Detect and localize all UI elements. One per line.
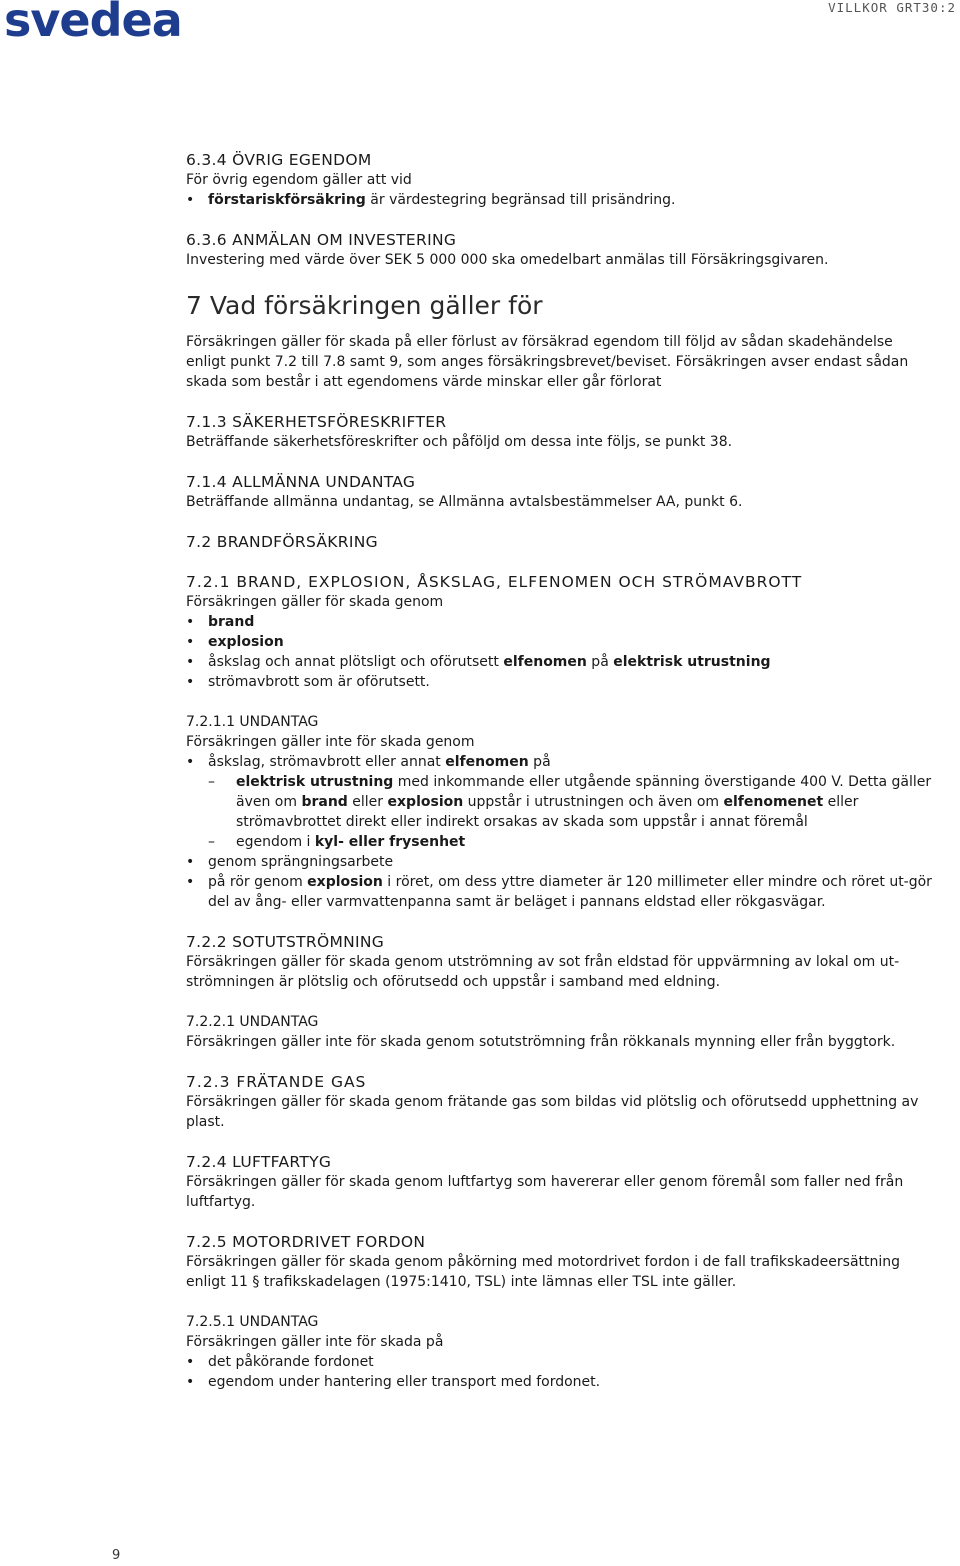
section-heading: 7.2.1.1 UNDANTAG bbox=[186, 714, 319, 730]
chapter-heading: 7 Vad försäkringen gäller för bbox=[186, 291, 543, 320]
section-heading: 7.1.3 SÄKERHETSFÖRESKRIFTER bbox=[186, 413, 447, 431]
bullet-list bbox=[186, 1352, 936, 1392]
paragraph: Försäkringen gäller för skada genom bbox=[186, 594, 444, 610]
section-heading: 6.3.4 ÖVRIG EGENDOM bbox=[186, 151, 372, 169]
bullet-list bbox=[186, 612, 936, 692]
paragraph: Försäkringen gäller inte för skada genom bbox=[186, 734, 475, 750]
section-heading: 7.2.3 FRÄTANDE GAS bbox=[186, 1073, 367, 1091]
section-heading: 7.2.5.1 UNDANTAG bbox=[186, 1314, 319, 1330]
section-7-1-4 bbox=[186, 472, 936, 512]
section-heading: 7.2.2.1 UNDANTAG bbox=[186, 1014, 319, 1030]
paragraph: Försäkringen gäller för skada genom utströmning av sot från eldstad för uppvärmning av lokal om ut-strömningen är plötslig och oförutsedd och uppstår i samband med eldning. bbox=[186, 954, 900, 990]
bold-term: kyl- eller frysenhet bbox=[314, 834, 466, 850]
bold-term: elfenomen bbox=[445, 754, 529, 770]
bold-term: explosion bbox=[387, 794, 464, 810]
section-7-2-1-1 bbox=[186, 712, 936, 912]
list-item: • strömavbrott som är oförutsett. bbox=[186, 672, 936, 692]
bold-term: brand bbox=[208, 614, 255, 630]
bullet-list bbox=[186, 752, 936, 912]
section-7-2-5 bbox=[186, 1232, 936, 1292]
text: i röret, om dess yttre diameter är 120 millimeter eller mindre och röret ut-gör del av ång- eller varmvattenpanna samt är beläget i pannans eldstad eller rökgasvägar. bbox=[208, 874, 932, 910]
section-heading: 7.2.1 BRAND, EXPLOSION, ÅSKSLAG, ELFENOMEN OCH STRÖMAVBROTT bbox=[186, 573, 803, 591]
text: eller bbox=[347, 794, 388, 810]
list-item bbox=[186, 652, 936, 672]
text: eller strömavbrottet direkt eller indirekt orsakas av skada som uppstår i annat föremål bbox=[236, 794, 859, 830]
bold-term: elektrisk utrustning bbox=[613, 654, 771, 670]
bold-term: elfenomenet bbox=[723, 794, 824, 810]
section-6-3-6 bbox=[186, 230, 936, 270]
section-7 bbox=[186, 290, 936, 392]
text: på rör genom bbox=[208, 874, 308, 890]
section-6-3-4 bbox=[186, 150, 936, 210]
list-item bbox=[186, 632, 936, 652]
bold-term: explosion bbox=[208, 634, 284, 650]
section-7-2-2-1 bbox=[186, 1012, 936, 1052]
section-heading: 7.2.4 LUFTFARTYG bbox=[186, 1153, 332, 1171]
text: på bbox=[528, 754, 551, 770]
bold-term: förstariskförsäkring bbox=[208, 192, 366, 208]
paragraph: Försäkringen gäller inte för skada genom sotutströmning från rökkanals mynning eller från byggtork. bbox=[186, 1034, 896, 1050]
bold-term: explosion bbox=[307, 874, 383, 890]
document-body bbox=[186, 150, 936, 1412]
paragraph: Investering med värde över SEK 5 000 000 ska omedelbart anmälas till Försäkringsgivaren. bbox=[186, 252, 829, 268]
bold-term: elfenomen bbox=[503, 654, 587, 670]
section-7-2-3 bbox=[186, 1072, 936, 1132]
list-item: • egendom under hantering eller transport med fordonet. bbox=[186, 1372, 936, 1392]
text: med inkommande eller utgående spänning överstigande 400 V. Detta gäller även om bbox=[236, 774, 932, 810]
list-item: • det påkörande fordonet bbox=[186, 1352, 936, 1372]
bullet-list bbox=[186, 190, 936, 210]
svedea-logo: svedea bbox=[4, 0, 182, 47]
paragraph: Försäkringen gäller för skada på eller förlust av försäkrad egendom till följd av sådan skadehändelse enligt punkt 7.2 till 7.8 samt 9, som anges försäkringsbrevet/beviset. Försäkringen avser endast sådan skada som består i att egendomens värde minskar eller går förlorat bbox=[186, 334, 909, 390]
paragraph: Beträffande allmänna undantag, se Allmänna avtalsbestämmelser AA, punkt 6. bbox=[186, 494, 743, 510]
paragraph: För övrig egendom gäller att vid bbox=[186, 172, 412, 188]
text: är värdestegring begränsad till prisändring. bbox=[365, 192, 676, 208]
section-7-2-2 bbox=[186, 932, 936, 992]
list-item: • genom sprängningsarbete bbox=[186, 852, 936, 872]
text: egendom i bbox=[236, 834, 315, 850]
paragraph: Försäkringen gäller inte för skada på bbox=[186, 1334, 444, 1350]
list-item bbox=[186, 752, 936, 772]
section-7-2 bbox=[186, 532, 936, 552]
section-7-2-1 bbox=[186, 572, 936, 692]
list-item bbox=[186, 612, 936, 632]
text: åskslag, strömavbrott eller annat bbox=[208, 754, 446, 770]
list-item bbox=[186, 832, 936, 852]
page-number: 9 bbox=[112, 1548, 121, 1563]
text: uppstår i utrustningen och även om bbox=[463, 794, 724, 810]
list-item bbox=[186, 872, 936, 912]
section-heading: 7.2.5 MOTORDRIVET FORDON bbox=[186, 1233, 426, 1251]
paragraph: Försäkringen gäller för skada genom påkörning med motordrivet fordon i de fall trafikskadeersättning enligt 11 § trafikskadelagen (1975:1410, TSL) inte lämnas eller TSL inte gäller. bbox=[186, 1254, 901, 1290]
section-heading: 7.2.2 SOTUTSTRÖMNING bbox=[186, 933, 385, 951]
section-heading: 6.3.6 ANMÄLAN OM INVESTERING bbox=[186, 231, 457, 249]
document-code: VILLKOR GRT30:2 bbox=[828, 0, 956, 15]
section-heading: 7.1.4 ALLMÄNNA UNDANTAG bbox=[186, 473, 416, 491]
bold-term: elektrisk utrustning bbox=[236, 774, 394, 790]
section-heading: 7.2 BRANDFÖRSÄKRING bbox=[186, 533, 378, 551]
bold-term: brand bbox=[301, 794, 348, 810]
list-item bbox=[186, 190, 936, 210]
paragraph: Beträffande säkerhetsföreskrifter och påföljd om dessa inte följs, se punkt 38. bbox=[186, 434, 733, 450]
paragraph: Försäkringen gäller för skada genom frätande gas som bildas vid plötslig och oförutsedd upphettning av plast. bbox=[186, 1094, 919, 1130]
list-item bbox=[186, 772, 936, 832]
section-7-1-3 bbox=[186, 412, 936, 452]
paragraph: Försäkringen gäller för skada genom luftfartyg som havererar eller genom föremål som faller ned från luftfartyg. bbox=[186, 1174, 904, 1210]
text: på bbox=[586, 654, 614, 670]
section-7-2-5-1 bbox=[186, 1312, 936, 1392]
section-7-2-4 bbox=[186, 1152, 936, 1212]
text: åskslag och annat plötsligt och oförutsett bbox=[208, 654, 504, 670]
